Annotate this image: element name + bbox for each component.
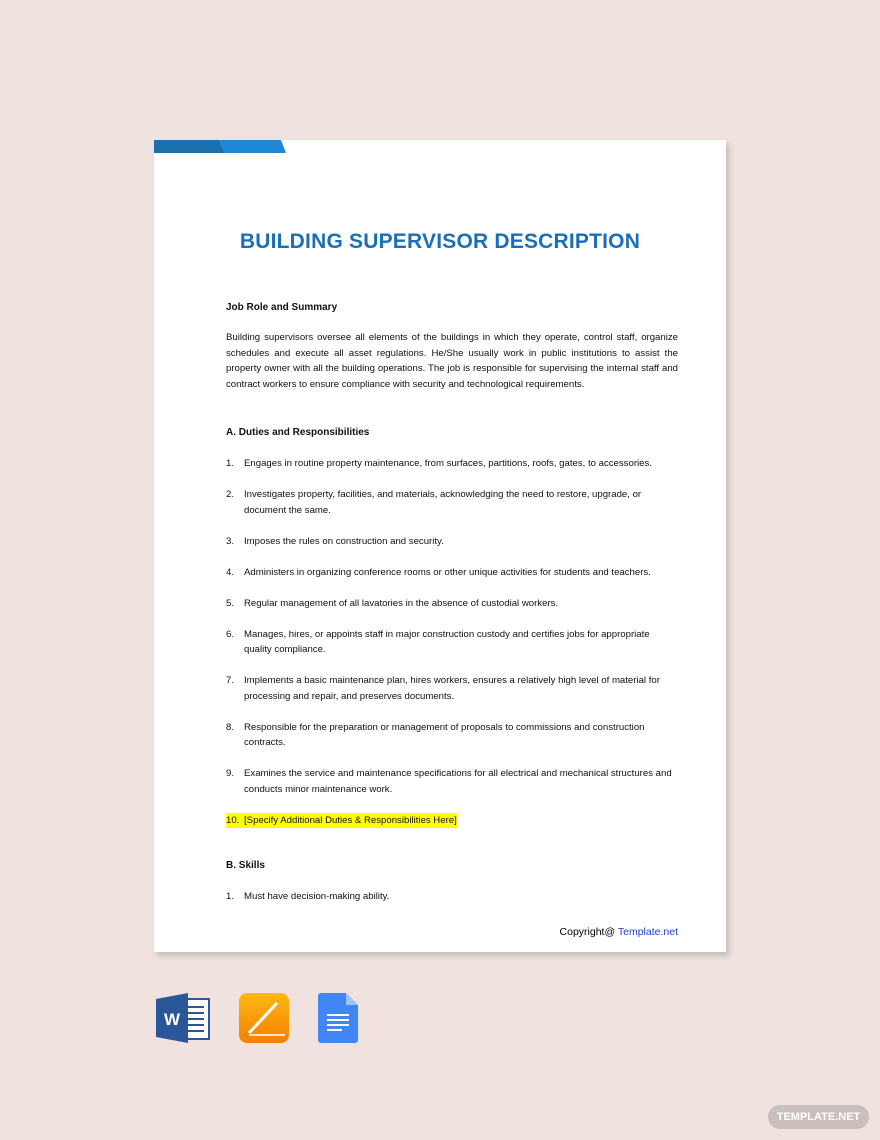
list-item bbox=[226, 673, 678, 704]
header-ribbon bbox=[154, 140, 286, 153]
duties-list bbox=[226, 456, 678, 844]
list-number: 3. bbox=[226, 535, 235, 547]
list-text: Manages, hires, or appoints staff in major construction custody and certifies jobs for appropriate quality compliance. bbox=[244, 628, 650, 655]
list-text: Responsible for the preparation or management of proposals to commissions and construction contracts. bbox=[244, 721, 645, 748]
list-text: Regular management of all lavatories in the absence of custodial workers. bbox=[244, 597, 559, 609]
list-text: [Specify Additional Duties & Responsibilities Here] bbox=[244, 814, 457, 826]
list-number: 7. bbox=[226, 675, 235, 686]
word-icon[interactable] bbox=[156, 993, 210, 1043]
document-title: BUILDING SUPERVISOR DESCRIPTION bbox=[239, 230, 641, 253]
list-item bbox=[226, 720, 678, 751]
list-text: Implements a basic maintenance plan, hires workers, ensures a relatively high level of material for processing and repair, and preserves documents. bbox=[244, 675, 660, 702]
google-docs-icon[interactable] bbox=[318, 993, 358, 1043]
list-number: 4. bbox=[226, 566, 235, 578]
copyright bbox=[560, 926, 678, 938]
list-number: 1. bbox=[226, 458, 235, 469]
list-number: 9. bbox=[226, 768, 235, 779]
list-text: Administers in organizing conference rooms or other unique activities for students and teachers. bbox=[244, 566, 651, 578]
list-item bbox=[226, 813, 457, 829]
list-item bbox=[226, 534, 678, 550]
summary-paragraph: Building supervisors oversee all elements of the buildings in which they operate, control staff, organize schedules and execute all asset regulations. He/She usually work in public institutions to assist the property owner with all the building operations. The job is responsible for supervising the internal staff and contract workers to ensure compliance with security and technological requirements. bbox=[226, 332, 678, 390]
summary-heading: Job Role and Summary bbox=[226, 302, 338, 313]
copyright-link[interactable]: Template.net bbox=[617, 926, 678, 938]
list-number: 1. bbox=[226, 891, 235, 902]
list-number: 5. bbox=[226, 597, 235, 609]
svg-text:W: W bbox=[163, 1010, 181, 1029]
list-text: Investigates property, facilities, and materials, acknowledging the need to restore, upgrade, or document the same. bbox=[244, 489, 642, 516]
skills-heading: B. Skills bbox=[226, 860, 265, 871]
list-text: Must have decision-making ability. bbox=[244, 891, 390, 902]
pages-icon[interactable] bbox=[239, 993, 289, 1043]
list-number: 2. bbox=[226, 489, 235, 500]
list-item bbox=[226, 766, 678, 797]
list-number: 6. bbox=[226, 628, 235, 640]
list-number: 8. bbox=[226, 721, 235, 733]
list-item bbox=[226, 456, 678, 472]
skills-list bbox=[226, 889, 678, 920]
list-item bbox=[226, 565, 678, 581]
list-item bbox=[226, 627, 678, 658]
document-page bbox=[154, 140, 726, 952]
list-item bbox=[226, 487, 678, 518]
copyright-label: Copyright@ bbox=[559, 926, 616, 938]
list-item bbox=[226, 596, 678, 612]
duties-heading: A. Duties and Responsibilities bbox=[226, 427, 370, 438]
list-item bbox=[226, 889, 678, 905]
list-text: Examines the service and maintenance specifications for all electrical and mechanical structures and conducts minor maintenance work. bbox=[244, 768, 672, 795]
list-number: 10. bbox=[226, 814, 240, 826]
list-text: Imposes the rules on construction and security. bbox=[244, 535, 444, 547]
watermark-badge: TEMPLATE.NET bbox=[768, 1105, 869, 1129]
list-text: Engages in routine property maintenance, from surfaces, partitions, roofs, gates, to accessories. bbox=[244, 458, 652, 469]
